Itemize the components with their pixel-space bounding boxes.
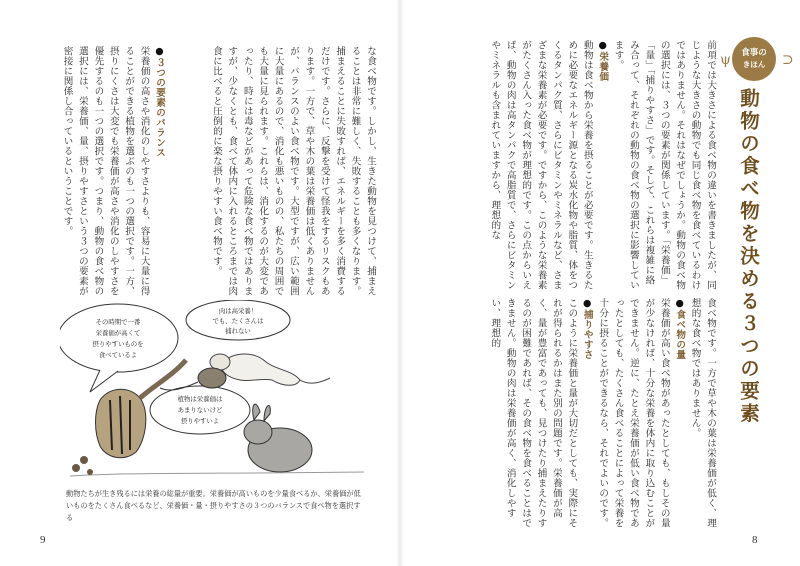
balance-text: 栄養価の高さや消化のしやすさよりも、容易に大量に得ることができる植物を選ぶのも一つの選択です。一方、摂りにくさは大変でも栄養価が高さや消化のしやすさを優先するのも一つの選択です。つまり、動物の食べ物の選択には、栄養価、量、摂りやすさという３つの要素が密接に関係し合っているということです。 bbox=[61, 46, 150, 296]
illustration-caption: 動物たちが生き残るには栄養の総量が重要。栄養価が高いものを少量食べるか、栄養価が低いものをたくさん食べるなど、栄養価・量・摂りやすさの３つのバランスで食べ物を選択する bbox=[66, 489, 361, 522]
quantity-heading: ●食べ物の量 bbox=[674, 298, 686, 360]
bubble1-line4: 食べているよ bbox=[98, 351, 138, 359]
acorn-icon bbox=[87, 469, 93, 475]
weasel-drawing bbox=[210, 354, 330, 385]
bubble3-line3: 摂りやすいよ bbox=[180, 417, 220, 425]
acorn-icon bbox=[72, 464, 80, 472]
continuation-text: 食べ物です。一方で草や木の葉は栄養価が低く、理想的な食べ物ではありません。 bbox=[689, 298, 716, 528]
bubble2-line1: 肉は高栄養！ bbox=[218, 307, 258, 315]
bubble2-line3: 捕れない bbox=[225, 327, 251, 335]
spoon-icon: ⊃ bbox=[782, 52, 794, 68]
bubble3-line2: あまりないけど bbox=[177, 406, 223, 414]
quantity-text: 栄養価が高い食べ物があったとしても、もしその量が少なければ、十分な栄養を体内に取り込むことができません。逆に、たとえ栄養価が低い食べ物であったとしても、たくさん食べることによって栄養を十分に摂ることができるなら、それでよいのです。 bbox=[597, 298, 670, 528]
badge-line2: きほん bbox=[742, 60, 766, 69]
page-title: 動物の食べ物を決める３つの要素 bbox=[737, 88, 760, 426]
rabbit-drawing bbox=[244, 404, 312, 472]
page-number-left: 9 bbox=[40, 534, 46, 546]
nutrition-heading: ●栄養価 bbox=[597, 40, 609, 82]
ease-heading: ●捕りやすさ bbox=[581, 298, 593, 360]
right-top-column bbox=[487, 40, 718, 290]
speech-bubble-chipmunk bbox=[60, 304, 178, 372]
badge-line1: 食事の bbox=[741, 48, 767, 58]
bubble1-line3: 摂りやすいものを bbox=[92, 340, 144, 348]
balance-heading: ●３つの要素のバランス bbox=[154, 46, 165, 158]
right-bottom-column bbox=[487, 298, 718, 528]
ground-line bbox=[70, 472, 364, 476]
acorn-icon bbox=[80, 456, 88, 464]
left-body-column-a bbox=[209, 46, 378, 296]
left-body-column-b bbox=[59, 46, 167, 296]
fork-icon: ψ bbox=[720, 52, 731, 68]
kihon-badge bbox=[732, 37, 776, 81]
bubble1-line1: その時期で一番 bbox=[95, 318, 141, 326]
page-number-right: 8 bbox=[752, 534, 758, 546]
animals-illustration bbox=[60, 300, 374, 482]
bubble2-line2: でも、たくさんは bbox=[212, 317, 264, 325]
left-text-a: な食べ物です。しかし、生きた動物を見つけて、捕まえることは非常に難しく、失敗することも多くなります。捕まえることに失敗すれば、エネルギーを多く消費するだけです。さらに、反撃を受けて怪我をするリスクもあります。一方で、草や木の葉は栄養価は低くありませんが、バランスのよい食べ物です。 bbox=[287, 46, 376, 296]
intro-text: 前項では大きさによる食べ物の違いを書きましたが、同じような大きさの動物でも同じ食べ物を食べているわけではありません。それはなぜでしょうか。動物の食べ物の選択には、３つの要素が関係しています。「栄養価」「量」「捕りやすさ」です。そして、これらは複雑に絡み合って、それぞれの動物の食べ物の選択に影響しています。 bbox=[612, 40, 716, 290]
bubble1-line2: 栄養価が高くて bbox=[95, 329, 141, 337]
nutrition-text: 動物は食べ物から栄養を摂ることが必要です。生きるために必要なエネルギー源となる炭水化物や脂質、体をつくるタンパク質、さらにビタミンやミネラルなど、さまざまな栄養素が必要です。ですから、このような栄養素がたくさん入った食べ物が理想的です。この点からいえば、動物の肉は高タンパクで高脂質で、さらにビタミンやミネラルも含まれていますから、理想的な bbox=[489, 40, 593, 290]
bubble3-line1: 植物は栄養価は bbox=[177, 395, 223, 403]
left-text-b: 大型ですが、広い範囲に大量にあるので、消化も悪いものの、私たちの周囲でも大量に見られます。これらは、消化するのが大変であったり、時には毒などがあって危険な食べ物ではありますが、少なくとも、食べて体内に入れるところまでは肉食に比べると圧倒的に楽な摂りやすい食べ物です。 bbox=[210, 46, 299, 296]
right-page bbox=[400, 0, 800, 566]
ease-text: このように栄養価と量が大切だとしても、実際にそれが得られるかはまた別の問題です。栄養価が高く、量が豊富であっても、見つけたり捕まえたりするのが困難であれば、その食べ物を食べることはできません。動物の肉は栄養価が高く、消化しやすい、理想的 bbox=[489, 298, 578, 528]
